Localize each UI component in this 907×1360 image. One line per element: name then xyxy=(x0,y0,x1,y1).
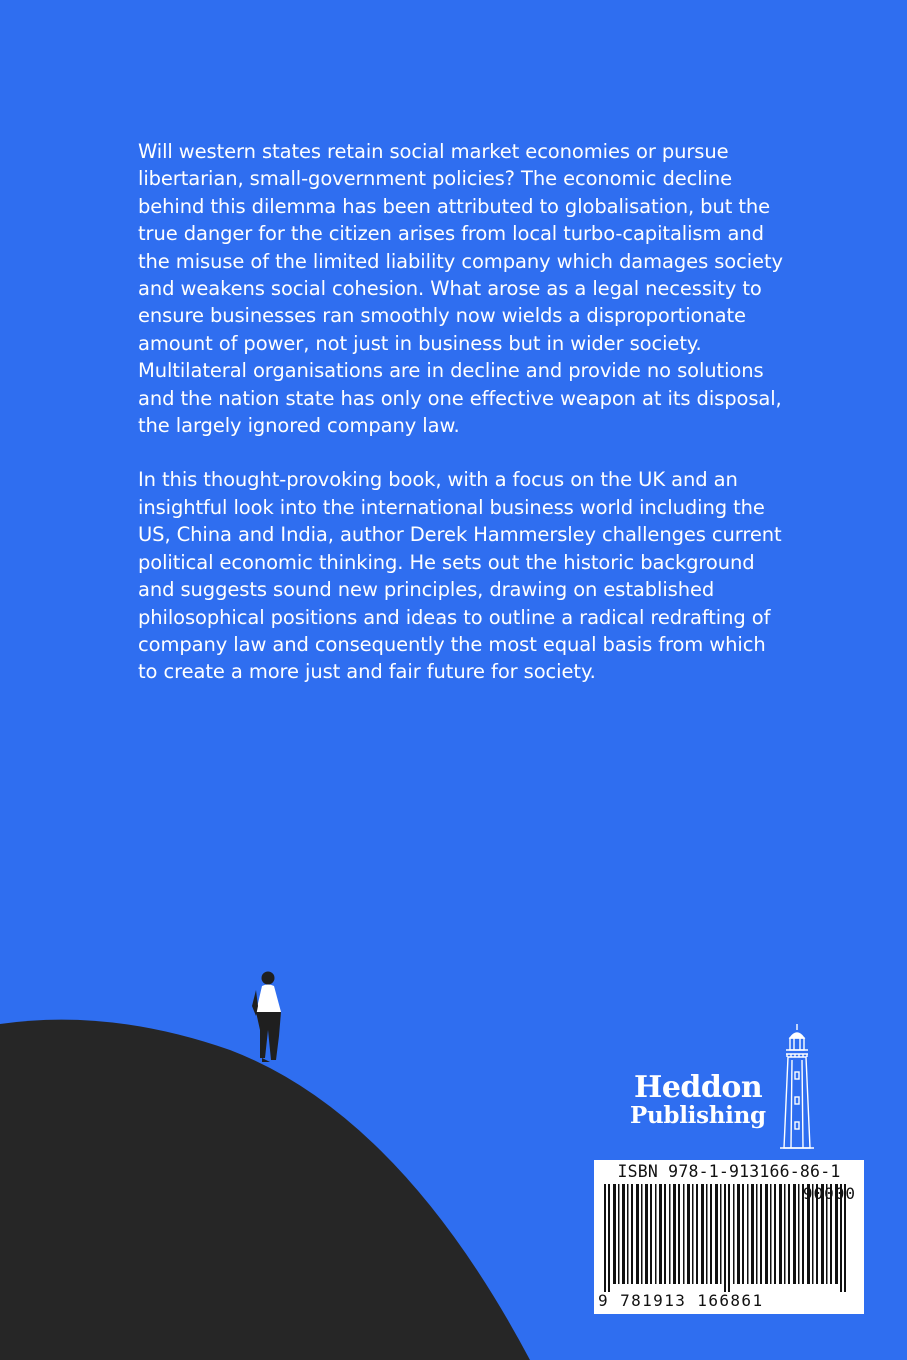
blurb-paragraph-1: Will western states retain social market economies or pursue libertarian, small-government policies? The economic decline behind this dilemma has been attributed to globalisation, but the true danger for the citizen arises from local turbo-capitalism and the misuse of the limited liability company which damages society and weakens social cohesion. What arose as a legal necessity to ensure businesses ran smoothly now wields a disproportionate amount of power, not just in business but in wider society. Multilateral organisations are in decline and provide no solutions and the nation state has only one effective weapon at its disposal, the largely ignored company law. xyxy=(138,140,783,438)
standing-man-figure xyxy=(252,972,281,1063)
isbn-barcode xyxy=(594,1160,864,1314)
price-code: 90000 xyxy=(802,1184,856,1203)
publisher-name-line-2: Publishing xyxy=(630,1102,766,1129)
publisher-name-line-1: Heddon xyxy=(634,1070,763,1105)
isbn-label: ISBN 978-1-913166-86-1 xyxy=(617,1162,841,1181)
publisher-logo xyxy=(626,1022,816,1152)
hill-shape xyxy=(0,1020,530,1360)
lighthouse-icon xyxy=(776,1022,818,1150)
ean-digits: 9 781913 166861 xyxy=(598,1291,764,1310)
blurb-paragraph-2: In this thought-provoking book, with a focus on the UK and an insightful look into the international business world including the US, China and India, author Derek Hammersley challenges current political economic thinking. He sets out the historic background and suggests sound new principles, drawing on established philosophical positions and ideas to outline a radical redrafting of company law and consequently the most equal basis from which to create a more just and fair future for society. xyxy=(138,468,782,684)
